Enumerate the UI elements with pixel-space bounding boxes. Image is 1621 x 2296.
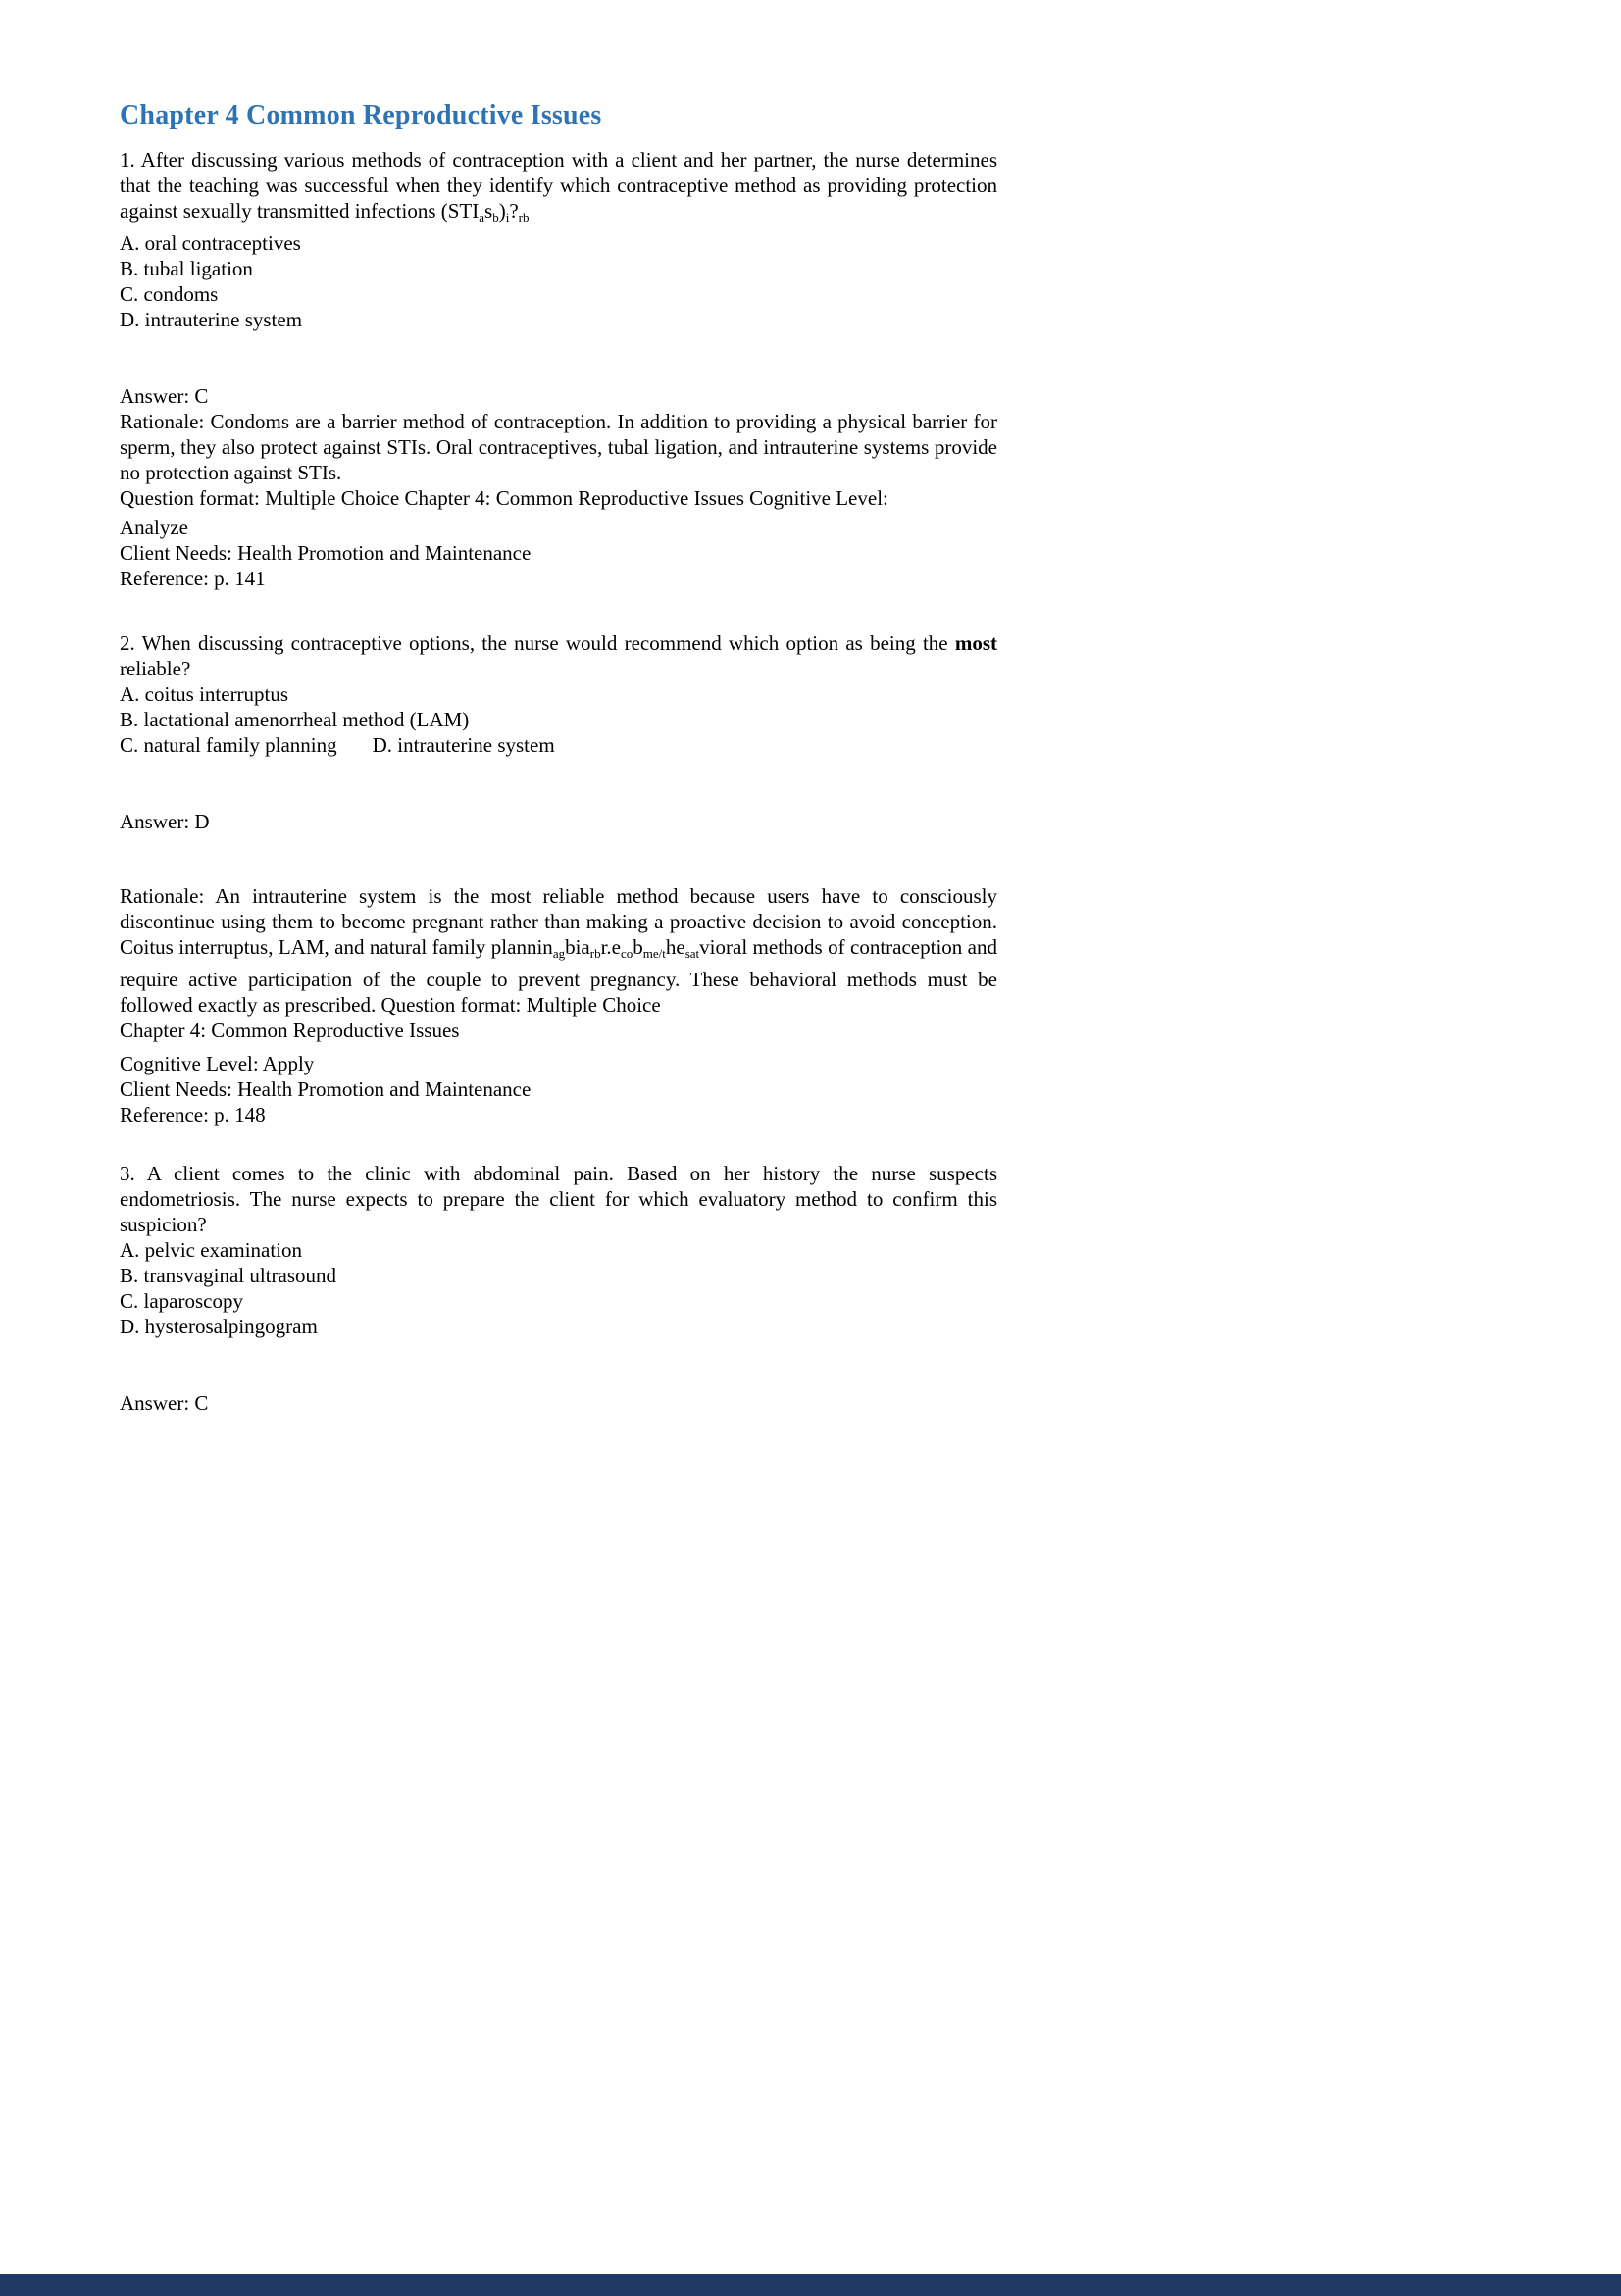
question-1-stem xyxy=(120,147,997,230)
question-2-client-needs: Client Needs: Health Promotion and Maintenance xyxy=(120,1077,532,1101)
footer-bar xyxy=(0,2274,1621,2296)
text-segment: most xyxy=(954,631,997,655)
text-segment: ? xyxy=(509,199,519,223)
question-3-option-b: B. transvaginal ultrasound xyxy=(120,1264,337,1287)
question-1-cognitive-level: Analyze xyxy=(120,516,188,539)
text-segment: a xyxy=(479,210,485,225)
text-segment: ) xyxy=(498,199,506,223)
question-1-option-a: A. oral contraceptives xyxy=(120,231,301,255)
question-1-answer: Answer: C xyxy=(120,384,209,408)
text-segment: vioral methods of contraception and require active participation of the couple to prevent pregnancy. These behavioral methods must be followed exactly as prescribed. Question format: Multiple Choice xyxy=(120,935,997,1017)
question-2-cognitive-level: Cognitive Level: Apply xyxy=(120,1052,315,1075)
question-2-stem xyxy=(120,630,997,681)
question-1-option-d: D. intrauterine system xyxy=(120,308,303,331)
question-2-option-b: B. lactational amenorrheal method (LAM) xyxy=(120,708,470,731)
question-1-rationale: Rationale: Condoms are a barrier method of contraception. In addition to providing a physical barrier for sperm, they also protect against STIs. Oral contraceptives, tubal ligation, and intrauterine systems provide no protection against STIs. xyxy=(120,410,997,484)
question-3-option-d: D. hysterosalpingogram xyxy=(120,1315,318,1338)
question-3 xyxy=(120,1161,997,1416)
text-segment: ag xyxy=(552,946,566,961)
question-2-option-c: C. natural family planning xyxy=(120,733,337,757)
question-2-answer: Answer: D xyxy=(120,810,210,833)
question-2-reference: Reference: p. 148 xyxy=(120,1103,266,1126)
question-2-chapter-line: Chapter 4: Common Reproductive Issues xyxy=(120,1019,460,1042)
text-segment: i xyxy=(505,210,510,225)
question-1-option-c: C. condoms xyxy=(120,282,219,306)
question-3-stem: 3. A client comes to the clinic with abdominal pain. Based on her history the nurse suspects endometriosis. The nurse expects to prepare the client for which evaluatory method to confirm this suspicion? xyxy=(120,1162,997,1236)
question-3-answer: Answer: C xyxy=(120,1391,209,1415)
text-segment: s xyxy=(484,199,493,223)
text-segment: 1. After discussing various methods of contraception with a client and her partner, the nurse determines that the teaching was successful when they identify which contraceptive method as providing protection against sexually transmitted infections (STI xyxy=(120,148,997,223)
text-segment: co xyxy=(621,946,633,961)
text-segment: reliable? xyxy=(120,657,191,680)
text-segment: r.e xyxy=(600,935,621,959)
text-segment: me/t xyxy=(642,946,666,961)
text-segment: bia xyxy=(565,935,590,959)
text-segment: b xyxy=(492,210,499,225)
question-2-option-d: D. intrauterine system xyxy=(372,733,555,757)
document-content xyxy=(120,98,997,1416)
question-1-reference: Reference: p. 141 xyxy=(120,567,266,590)
text-segment: 2. When discussing contraceptive options, the nurse would recommend which option as being the xyxy=(120,631,955,655)
question-2-rationale xyxy=(120,883,997,1018)
question-2-option-a: A. coitus interruptus xyxy=(120,682,289,706)
question-3-option-c: C. laparoscopy xyxy=(120,1289,243,1313)
text-segment: rb xyxy=(589,946,601,961)
question-1-option-b: B. tubal ligation xyxy=(120,257,253,280)
text-segment: Rationale: An intrauterine system is the most reliable method because users have to consciously discontinue using them to become pregnant rather than making a proactive decision to avoid conception. Coitus interruptus, LAM, and natural family plannin xyxy=(120,884,997,959)
question-2 xyxy=(120,630,997,1127)
text-segment: b xyxy=(633,935,643,959)
chapter-title: Chapter 4 Common Reproductive Issues xyxy=(120,100,602,130)
question-1-client-needs: Client Needs: Health Promotion and Maintenance xyxy=(120,541,532,565)
question-2-options-cd xyxy=(120,732,997,758)
question-3-option-a: A. pelvic examination xyxy=(120,1238,303,1262)
text-segment: sat xyxy=(684,946,700,961)
question-1 xyxy=(120,147,997,591)
text-segment: he xyxy=(665,935,685,959)
text-segment: rb xyxy=(518,210,530,225)
question-1-format-line: Question format: Multiple Choice Chapter 4: Common Reproductive Issues Cognitive Level: xyxy=(120,486,888,510)
